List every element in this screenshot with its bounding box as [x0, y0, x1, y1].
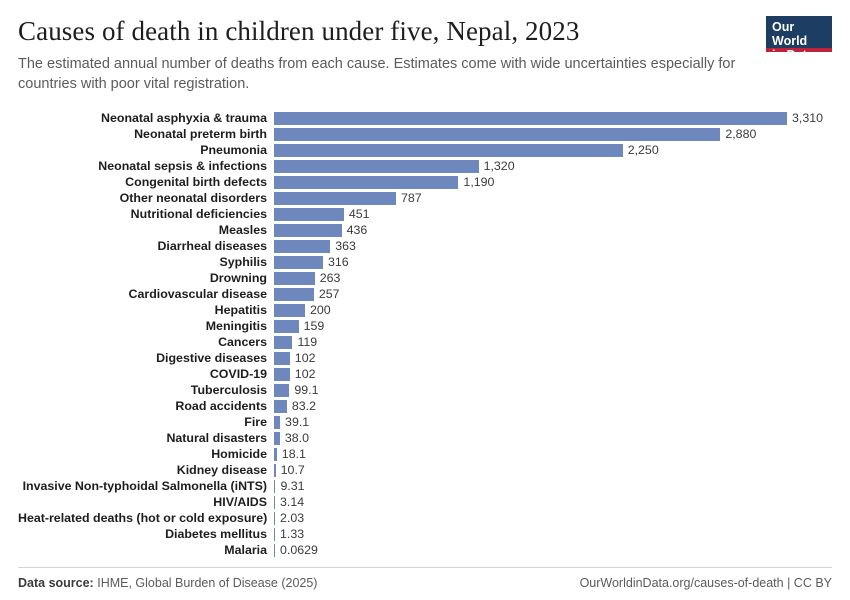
- bar-value-label: 10.7: [280, 463, 305, 478]
- bar-track: [274, 382, 832, 398]
- bar-track: [274, 126, 832, 142]
- bar-value-label: 2.03: [280, 511, 305, 526]
- bar-category-label: Cardiovascular disease: [128, 287, 267, 302]
- bar[interactable]: [274, 384, 289, 397]
- bar-row[interactable]: [18, 270, 832, 286]
- bar-row[interactable]: [18, 334, 832, 350]
- bar-category-label: Tuberculosis: [190, 383, 267, 398]
- bar-track: [274, 494, 832, 510]
- bar-category-label: Neonatal sepsis & infections: [98, 159, 267, 174]
- bar-category-label: Hepatitis: [214, 303, 267, 318]
- bar-category-label: Syphilis: [219, 255, 267, 270]
- bar-row[interactable]: [18, 414, 832, 430]
- bar[interactable]: [274, 208, 344, 221]
- bar-value-label: 102: [294, 351, 316, 366]
- bar[interactable]: [274, 304, 305, 317]
- bar-value-label: 1.33: [280, 527, 305, 542]
- bar-value-label: 787: [400, 191, 422, 206]
- bar-value-label: 39.1: [285, 415, 310, 430]
- bar-value-label: 316: [327, 255, 349, 270]
- bar-value-label: 83.2: [291, 399, 317, 414]
- bar-category-label: Natural disasters: [166, 431, 267, 446]
- bar-track: [274, 318, 832, 334]
- logo-line-2: in Data: [772, 48, 814, 62]
- bar-value-label: 257: [318, 287, 340, 302]
- bar[interactable]: [274, 128, 720, 141]
- bar-value-label: 38.0: [284, 431, 309, 446]
- bar-track: [274, 398, 832, 414]
- bar-value-label: 1,320: [483, 159, 515, 174]
- bar-row[interactable]: [18, 462, 832, 478]
- page-subtitle: The estimated annual number of deaths from each cause. Estimates come with wide uncertainties especially for countries with poor vital registration.: [18, 56, 736, 92]
- chart-footer: [18, 567, 832, 590]
- bar-track: [274, 110, 832, 126]
- bar[interactable]: [274, 224, 342, 237]
- bar-row[interactable]: [18, 382, 832, 398]
- bar-value-label: 451: [348, 207, 370, 222]
- bar-chart: [18, 110, 832, 560]
- bar[interactable]: [274, 400, 287, 413]
- bar-value-label: 3.14: [280, 495, 305, 510]
- bar-track: [274, 414, 832, 430]
- bar-track: [274, 542, 832, 558]
- bar-row[interactable]: [18, 126, 832, 142]
- bar-row[interactable]: [18, 158, 832, 174]
- bar-track: [274, 158, 832, 174]
- bar[interactable]: [274, 320, 299, 333]
- bar-category-label: Malaria: [224, 543, 267, 558]
- bar-row[interactable]: [18, 254, 832, 270]
- data-source: [18, 576, 317, 590]
- bar-row[interactable]: [18, 286, 832, 302]
- bar[interactable]: [274, 288, 314, 301]
- bar-value-label: 363: [335, 239, 356, 254]
- bar-value-label: 159: [303, 319, 325, 334]
- data-source-label: Data source:: [18, 576, 94, 590]
- bar-track: [274, 222, 832, 238]
- bar-track: [274, 302, 832, 318]
- bar-track: [274, 190, 832, 206]
- bar-category-label: Homicide: [211, 447, 267, 462]
- bar-value-label: 263: [319, 271, 341, 286]
- bar-value-label: 102: [294, 367, 316, 382]
- bar-row[interactable]: [18, 174, 832, 190]
- bar-track: [274, 286, 832, 302]
- bar-value-label: 3,310: [792, 111, 824, 126]
- bar-row[interactable]: [18, 302, 832, 318]
- bar-category-label: HIV/AIDS: [213, 495, 267, 510]
- bar-value-label: 2,880: [725, 127, 757, 142]
- bar[interactable]: [274, 112, 787, 125]
- bar-category-label: Measles: [218, 223, 267, 238]
- bar-category-label: Other neonatal disorders: [119, 191, 267, 206]
- bar-category-label: Neonatal preterm birth: [134, 127, 267, 142]
- bar-row[interactable]: [18, 142, 832, 158]
- bar-value-label: 119: [297, 335, 318, 350]
- bar[interactable]: [274, 368, 290, 381]
- bar-track: [274, 174, 832, 190]
- bar-row[interactable]: [18, 478, 832, 494]
- bar-row[interactable]: [18, 350, 832, 366]
- bar-category-label: Diabetes mellitus: [165, 527, 267, 542]
- data-source-text: IHME, Global Burden of Disease (2025): [97, 576, 318, 590]
- bar-category-label: Neonatal asphyxia & trauma: [101, 111, 267, 126]
- bar-row[interactable]: [18, 206, 832, 222]
- bar-value-label: 0.0629: [280, 543, 318, 558]
- bar-category-label: Invasive Non-typhoidal Salmonella (iNTS): [22, 479, 267, 494]
- bar-track: [274, 462, 832, 478]
- bar-track: [274, 478, 832, 494]
- bar-category-label: Diarrheal diseases: [157, 239, 267, 254]
- bar-category-label: Drowning: [209, 271, 267, 286]
- bar-track: [274, 526, 832, 542]
- bar[interactable]: [274, 144, 623, 157]
- bar-row[interactable]: [18, 542, 832, 558]
- bar-track: [274, 430, 832, 446]
- bar-category-label: Congenital birth defects: [125, 175, 267, 190]
- bar-track: [274, 510, 832, 526]
- bar-track: [274, 270, 832, 286]
- bar-value-label: 436: [346, 223, 368, 238]
- bar-row[interactable]: [18, 446, 832, 462]
- bar-track: [274, 350, 832, 366]
- bar-track: [274, 366, 832, 382]
- owid-logo[interactable]: [766, 16, 832, 62]
- logo-line-1: Our World: [772, 20, 808, 48]
- bar-category-label: Meningitis: [205, 319, 267, 334]
- bar-category-label: Pneumonia: [200, 143, 267, 158]
- bar[interactable]: [274, 240, 330, 253]
- bar-track: [274, 254, 832, 270]
- bar[interactable]: [274, 256, 323, 269]
- bar-category-label: Heat-related deaths (hot or cold exposure): [18, 511, 268, 526]
- bar-category-label: COVID-19: [209, 367, 267, 382]
- bar-value-label: 200: [309, 303, 331, 318]
- bar[interactable]: [274, 192, 396, 205]
- bar-row[interactable]: [18, 398, 832, 414]
- footer-attribution[interactable]: OurWorldinData.org/causes-of-death | CC BY: [579, 576, 832, 590]
- bar-row[interactable]: [18, 494, 832, 510]
- bar-row[interactable]: [18, 238, 832, 254]
- bar-track: [274, 238, 832, 254]
- bar-row[interactable]: [18, 430, 832, 446]
- page-title: Causes of death in children under five, Nepal, 2023: [18, 16, 580, 46]
- bar[interactable]: [274, 160, 479, 173]
- bar-category-label: Cancers: [218, 335, 267, 350]
- bar-row[interactable]: [18, 366, 832, 382]
- bar-value-label: 9.31: [280, 479, 305, 494]
- bar-track: [274, 334, 832, 350]
- bar[interactable]: [274, 352, 290, 365]
- bar[interactable]: [274, 272, 315, 285]
- bar[interactable]: [274, 176, 458, 189]
- bar-track: [274, 446, 832, 462]
- bar-row[interactable]: [18, 510, 832, 526]
- bar-category-label: Digestive diseases: [156, 351, 267, 366]
- bar-category-label: Road accidents: [175, 399, 267, 414]
- bar-category-label: Fire: [244, 415, 267, 430]
- bar-row[interactable]: [18, 318, 832, 334]
- bar-row[interactable]: [18, 190, 832, 206]
- bar-row[interactable]: [18, 110, 832, 126]
- bar-track: [274, 206, 832, 222]
- bar-category-label: Kidney disease: [176, 463, 267, 478]
- bar-value-label: 18.1: [281, 447, 306, 462]
- bar[interactable]: [274, 336, 292, 349]
- bar-category-label: Nutritional deficiencies: [130, 207, 267, 222]
- bar-value-label: 99.1: [294, 383, 319, 398]
- bar-row[interactable]: [18, 526, 832, 542]
- bar-track: [274, 142, 832, 158]
- bar-value-label: 1,190: [463, 175, 495, 190]
- bar-row[interactable]: [18, 222, 832, 238]
- bar-value-label: 2,250: [627, 143, 659, 158]
